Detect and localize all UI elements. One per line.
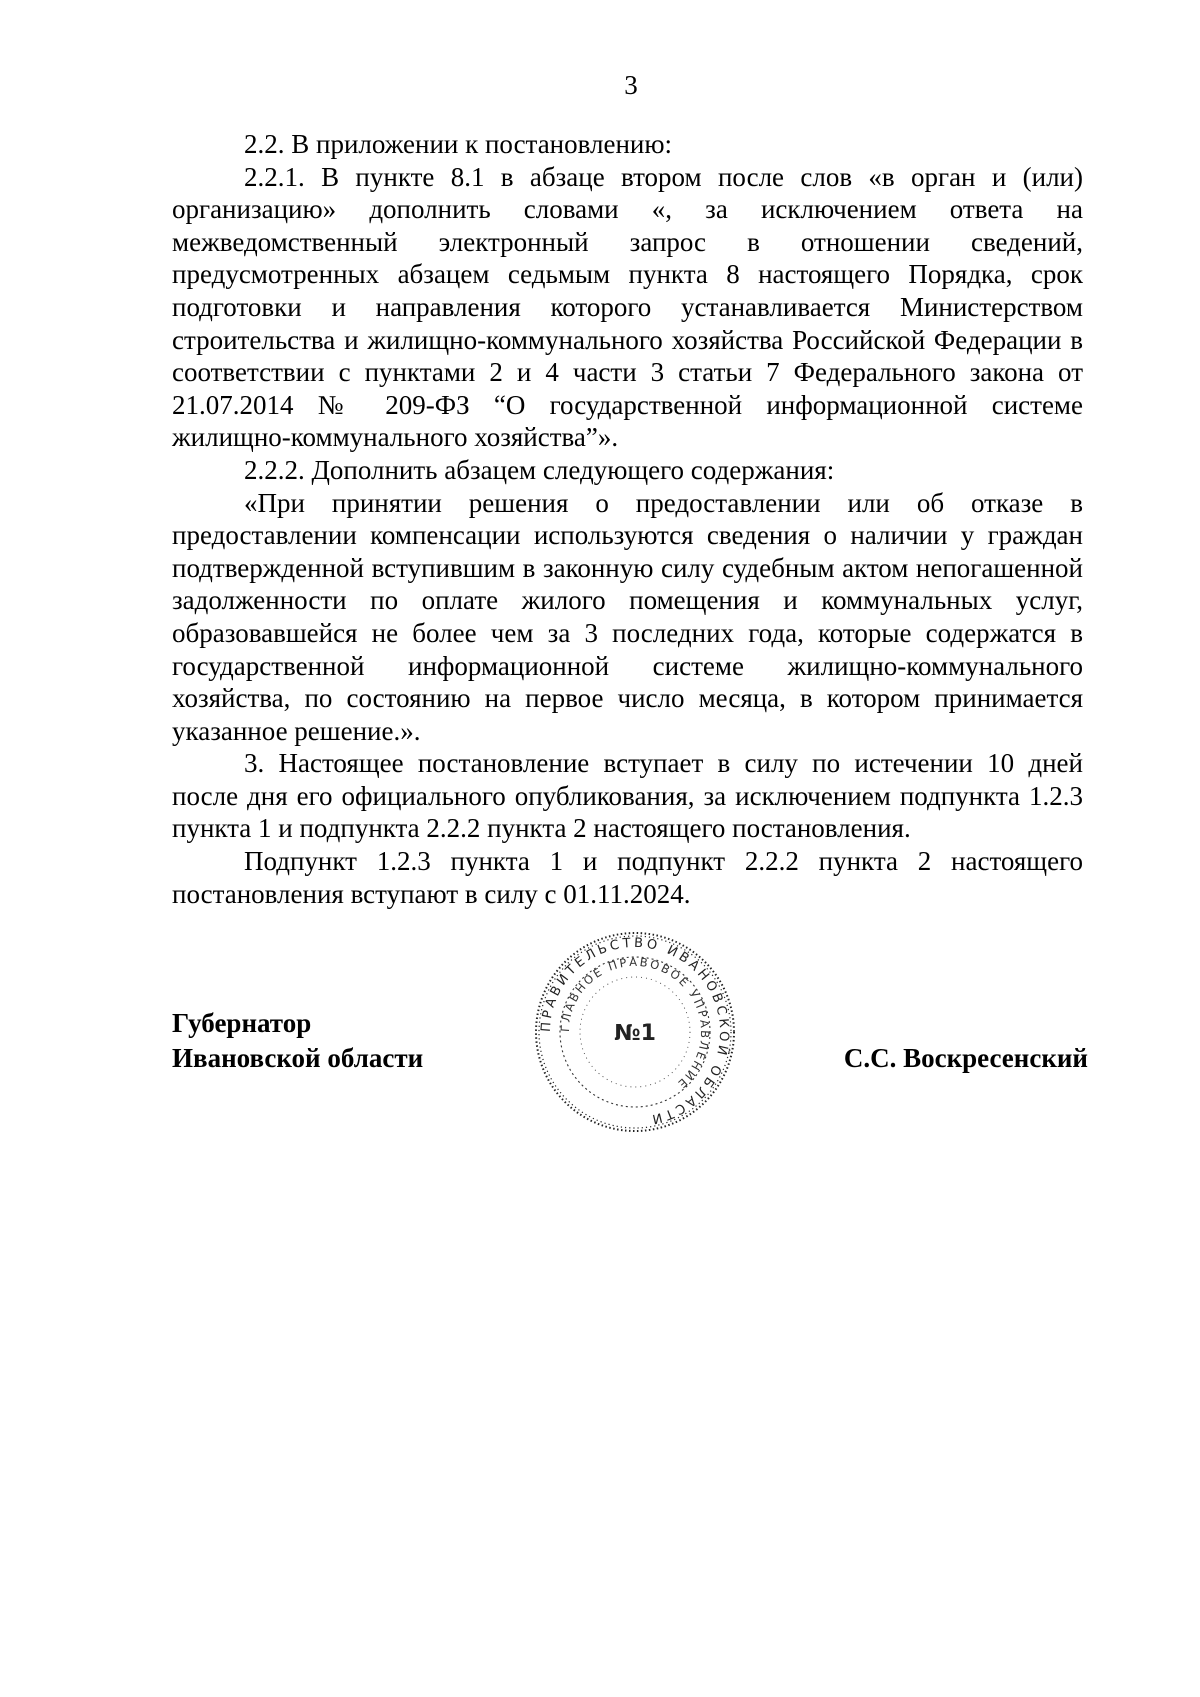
paragraph-2-2-2: 2.2.2. Дополнить абзацем следующего содержания: [244,454,835,485]
stamp-inner-text: ГЛАВНОЕ ПРАВОВОЕ УПРАВЛЕНИЕ [557,954,713,1093]
paragraph-2-2-1: 2.2.1. В пункте 8.1 в абзаце втором после слов «в орган и (или) организацию» дополнить словами «, за исключением ответа на межведомственный электронный запрос в отношении сведений, предусмотренных абзацем седьмым пункта 8 настоящего Порядка, срок подготовки и направления которого устанавливается Министерством строительства и жилищно-коммунального хозяйства Российской Федерации в соответствии с пунктами 2 и 4 части 3 статьи 7 Федерального закона от 21.07.2014 № 209-ФЗ “О государственной информационной системе жилищно-коммунального хозяйства”». [172,161,1083,453]
signatory-title: Губернатор [172,1008,312,1038]
paragraph-quoted-addition: «При принятии решения о предоставлении или об отказе в предоставлении компенсации используются сведения о наличии у граждан подтвержденной вступившим в законную силу судебным актом непогашенной задолженности по оплате жилого помещения и коммунальных услуг, образовавшейся не более чем за 3 последних года, которые содержатся в государственной информационной системе жилищно-коммунального хозяйства, по состоянию на первое число месяца, в котором принимается указанное решение.». [172,487,1083,746]
stamp-outer-text: ПРАВИТЕЛЬСТВО ИВАНОВСКОЙ ОБЛАСТИ [538,935,732,1127]
signatory-name: С.С. Воскресенский [843,1043,1088,1073]
signatory-region: Ивановской области [172,1043,424,1073]
page-number: 3 [624,70,638,100]
stamp-number: №1 [614,1021,656,1046]
document-body [172,128,1083,910]
paragraph-3: 3. Настоящее постановление вступает в силу по истечении 10 дней после дня его официального опубликования, за исключением подпункта 1.2.3 пункта 1 и подпункта 2.2.2 пункта 2 настоящего постановления. [172,748,1083,844]
paragraph-2-2: 2.2. В приложении к постановлению: [244,129,673,159]
signatory-position [172,1006,423,1076]
official-stamp [533,930,737,1134]
paragraph-effective-date: Подпункт 1.2.3 пункта 1 и подпункт 2.2.2 пункта 2 настоящего постановления вступают в силу с 01.11.2024. [172,846,1083,909]
